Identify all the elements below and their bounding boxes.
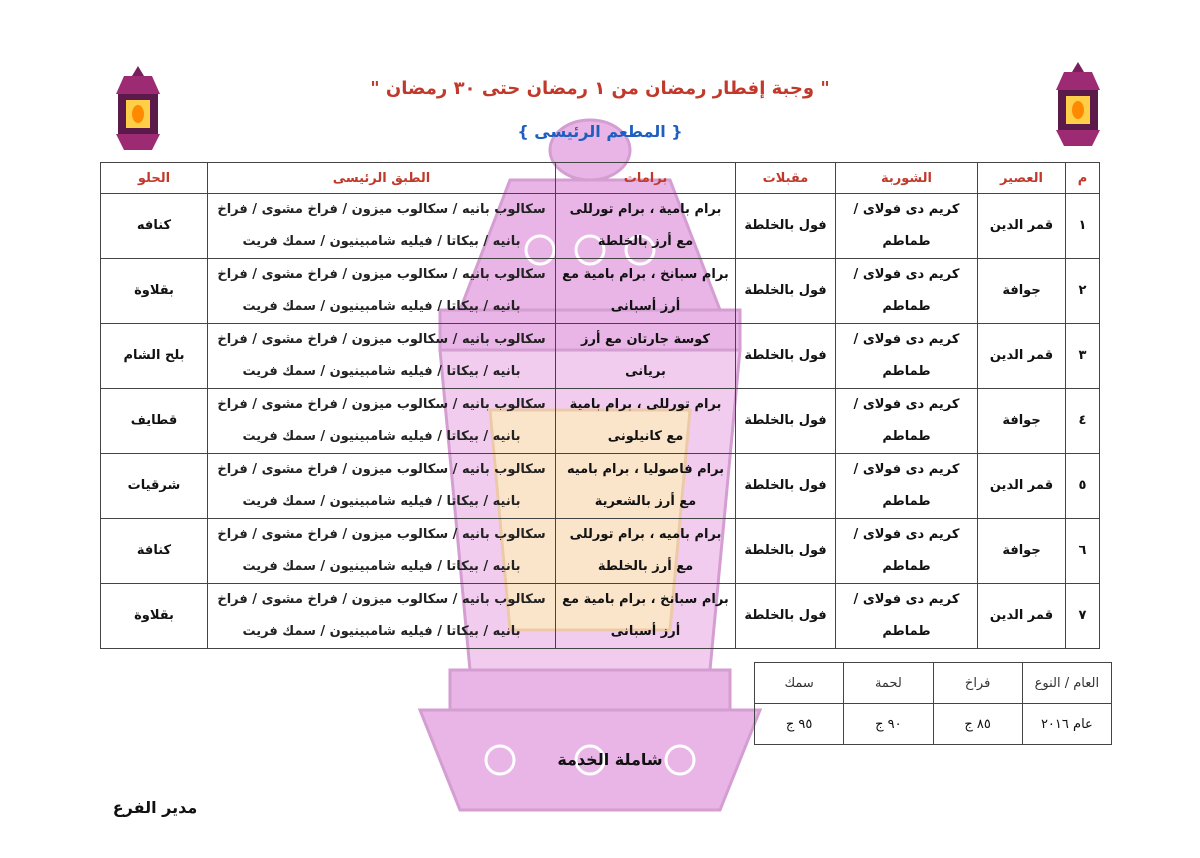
cell-dessert: قطايف (101, 389, 208, 454)
price-meat: ٩٠ ج (844, 704, 933, 745)
price-header-row (755, 663, 1112, 704)
table-row (101, 519, 1100, 584)
cell-main-dish: سكالوب بانيه / سكالوب ميزون / فراخ مشوى / فراخ بانيه / بيكاتا / فيليه شامبينيون / سمك فريت (208, 324, 556, 389)
cell-appetizer: فول بالخلطة (736, 389, 836, 454)
cell-juice: قمر الدين (978, 454, 1066, 519)
cell-main-dish: سكالوب بانيه / سكالوب ميزون / فراخ مشوى / فراخ بانيه / بيكاتا / فيليه شامبينيون / سمك فريت (208, 194, 556, 259)
column-header-number: م (1066, 163, 1100, 194)
cell-clay-pot: برام باميه ، برام تورللى مع أرز بالخلطة (556, 519, 736, 584)
table-row (101, 259, 1100, 324)
price-fish: ٩٥ ج (755, 704, 844, 745)
cell-number: ٥ (1066, 454, 1100, 519)
menu-table (100, 162, 1100, 649)
cell-soup: كريم دى فولاى / طماطم (836, 519, 978, 584)
cell-dessert: كنافه (101, 194, 208, 259)
cell-main-dish: سكالوب بانيه / سكالوب ميزون / فراخ مشوى / فراخ بانيه / بيكاتا / فيليه شامبينيون / سمك فريت (208, 259, 556, 324)
cell-juice: قمر الدين (978, 194, 1066, 259)
cell-clay-pot: برام سبانخ ، برام بامية مع أرز أسبانى (556, 259, 736, 324)
price-table (754, 662, 1112, 745)
price-header-year-type: العام / النوع (1022, 663, 1111, 704)
cell-soup: كريم دى فولاى / طماطم (836, 584, 978, 649)
cell-number: ١ (1066, 194, 1100, 259)
cell-number: ٦ (1066, 519, 1100, 584)
cell-appetizer: فول بالخلطة (736, 259, 836, 324)
cell-clay-pot: برام فاصوليا ، برام باميه مع أرز بالشعرية (556, 454, 736, 519)
cell-appetizer: فول بالخلطة (736, 324, 836, 389)
price-year: عام ٢٠١٦ (1022, 704, 1111, 745)
price-header-fish: سمك (755, 663, 844, 704)
column-header-soup: الشوربة (836, 163, 978, 194)
cell-juice: جوافة (978, 389, 1066, 454)
cell-number: ٧ (1066, 584, 1100, 649)
cell-number: ٤ (1066, 389, 1100, 454)
column-header-juice: العصير (978, 163, 1066, 194)
cell-soup: كريم دى فولاى / طماطم (836, 389, 978, 454)
column-header-main-dish: الطبق الرئيسى (208, 163, 556, 194)
table-row (101, 389, 1100, 454)
cell-main-dish: سكالوب بانيه / سكالوب ميزون / فراخ مشوى / فراخ بانيه / بيكاتا / فيليه شامبينيون / سمك فريت (208, 584, 556, 649)
table-row (101, 454, 1100, 519)
cell-soup: كريم دى فولاى / طماطم (836, 454, 978, 519)
column-header-dessert: الحلو (101, 163, 208, 194)
cell-dessert: بلح الشام (101, 324, 208, 389)
cell-appetizer: فول بالخلطة (736, 194, 836, 259)
cell-dessert: كنافة (101, 519, 208, 584)
table-header-row (101, 163, 1100, 194)
cell-main-dish: سكالوب بانيه / سكالوب ميزون / فراخ مشوى / فراخ بانيه / بيكاتا / فيليه شامبينيون / سمك فريت (208, 454, 556, 519)
cell-soup: كريم دى فولاى / طماطم (836, 324, 978, 389)
cell-main-dish: سكالوب بانيه / سكالوب ميزون / فراخ مشوى / فراخ بانيه / بيكاتا / فيليه شامبينيون / سمك فريت (208, 519, 556, 584)
price-header-chicken: فراخ (933, 663, 1022, 704)
cell-main-dish: سكالوب بانيه / سكالوب ميزون / فراخ مشوى / فراخ بانيه / بيكاتا / فيليه شامبينيون / سمك فريت (208, 389, 556, 454)
cell-number: ٢ (1066, 259, 1100, 324)
cell-soup: كريم دى فولاى / طماطم (836, 259, 978, 324)
cell-clay-pot: كوسة جارتان مع أرز بريانى (556, 324, 736, 389)
cell-clay-pot: برام سبانخ ، برام بامية مع أرز أسبانى (556, 584, 736, 649)
cell-dessert: بقلاوة (101, 259, 208, 324)
table-row (101, 584, 1100, 649)
cell-clay-pot: برام بامية ، برام تورللى مع أرز بالخلطة (556, 194, 736, 259)
price-chicken: ٨٥ ج (933, 704, 1022, 745)
column-header-clay-pots: برامات (556, 163, 736, 194)
branch-manager-signature: مدير الفرع (112, 798, 198, 817)
cell-juice: قمر الدين (978, 584, 1066, 649)
price-row (755, 704, 1112, 745)
cell-juice: قمر الدين (978, 324, 1066, 389)
cell-appetizer: فول بالخلطة (736, 584, 836, 649)
table-row (101, 324, 1100, 389)
service-included-note: شاملة الخدمة (557, 750, 663, 769)
cell-juice: جوافة (978, 259, 1066, 324)
cell-clay-pot: برام تورللى ، برام بامية مع كانيلونى (556, 389, 736, 454)
page-subtitle: { المطعم الرئيسى } (517, 122, 683, 141)
cell-dessert: بقلاوة (101, 584, 208, 649)
cell-soup: كريم دى فولاى / طماطم (836, 194, 978, 259)
cell-dessert: شرقيات (101, 454, 208, 519)
cell-juice: جوافة (978, 519, 1066, 584)
cell-appetizer: فول بالخلطة (736, 454, 836, 519)
page-title: " وجبة إفطار رمضان من ١ رمضان حتى ٣٠ رمضان " (370, 78, 830, 99)
column-header-appetizers: مقبلات (736, 163, 836, 194)
price-header-meat: لحمة (844, 663, 933, 704)
table-row (101, 194, 1100, 259)
cell-number: ٣ (1066, 324, 1100, 389)
cell-appetizer: فول بالخلطة (736, 519, 836, 584)
